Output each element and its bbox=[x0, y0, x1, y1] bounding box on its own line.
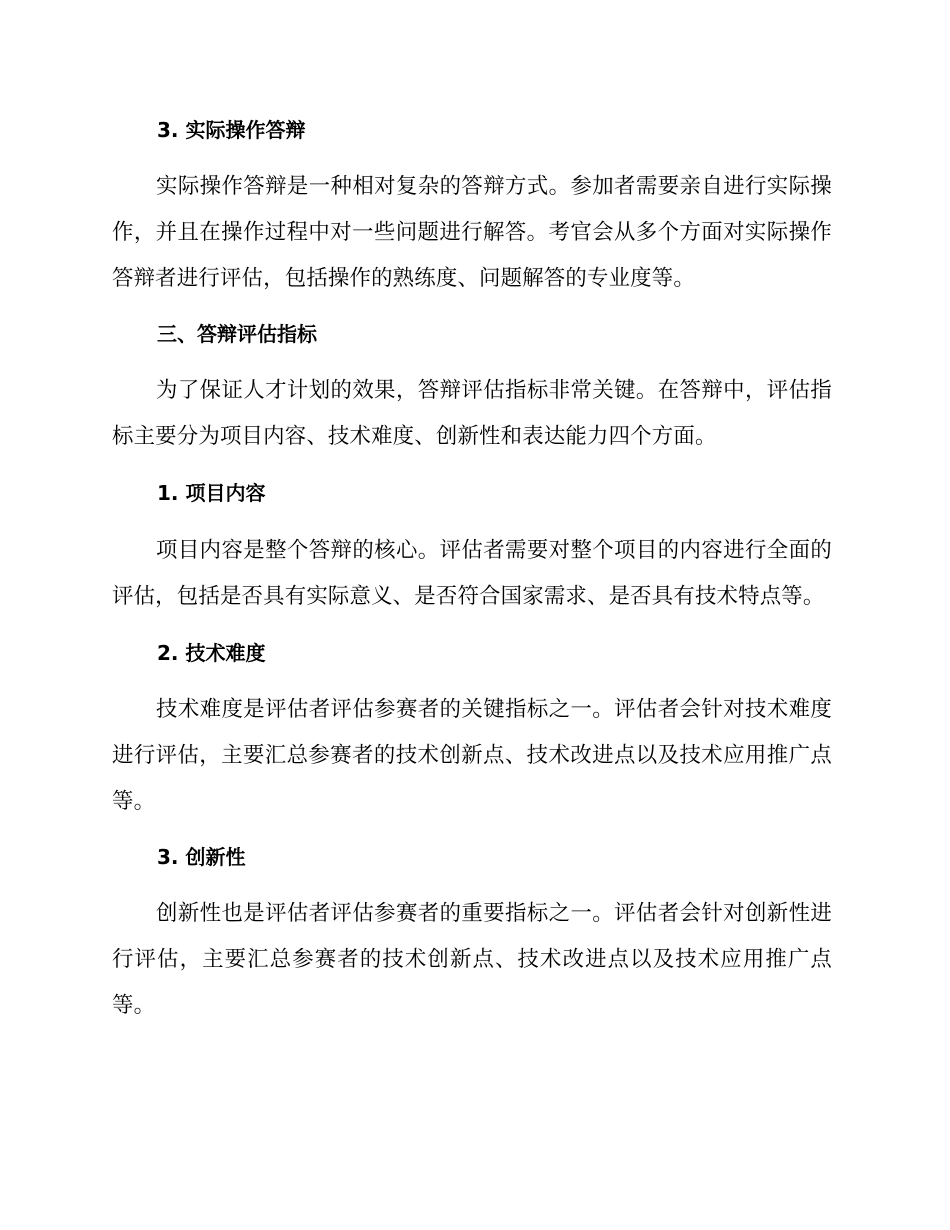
section-heading-practical-defense: 3. 实际操作答辩 bbox=[157, 118, 306, 142]
section-paragraph-technical-difficulty: 技术难度是评估者评估参赛者的关键指标之一。评估者会针对技术难度进行评估，主要汇总参赛者的技术创新点、技术改进点以及技术应用推广点等。 bbox=[112, 697, 832, 814]
section-heading-evaluation-indicators: 三、答辩评估指标 bbox=[157, 322, 317, 346]
section-paragraph-practical-defense: 实际操作答辩是一种相对复杂的答辩方式。参加者需要亲自进行实际操作，并且在操作过程中对一些问题进行解答。考官会从多个方面对实际操作答辩者进行评估，包括操作的熟练度、问题解答的专业度等。 bbox=[112, 174, 832, 291]
section-paragraph-innovation: 创新性也是评估者评估参赛者的重要指标之一。评估者会针对创新性进行评估，主要汇总参赛者的技术创新点、技术改进点以及技术应用推广点等。 bbox=[112, 901, 832, 1018]
section-heading-technical-difficulty: 2. 技术难度 bbox=[157, 641, 266, 665]
section-heading-project-content: 1. 项目内容 bbox=[157, 481, 266, 505]
section-paragraph-evaluation-indicators: 为了保证人才计划的效果，答辩评估指标非常关键。在答辩中，评估指标主要分为项目内容、技术难度、创新性和表达能力四个方面。 bbox=[112, 378, 832, 449]
section-paragraph-project-content: 项目内容是整个答辩的核心。评估者需要对整个项目的内容进行全面的评估，包括是否具有实际意义、是否符合国家需求、是否具有技术特点等。 bbox=[112, 538, 832, 609]
section-heading-innovation: 3. 创新性 bbox=[157, 845, 246, 869]
